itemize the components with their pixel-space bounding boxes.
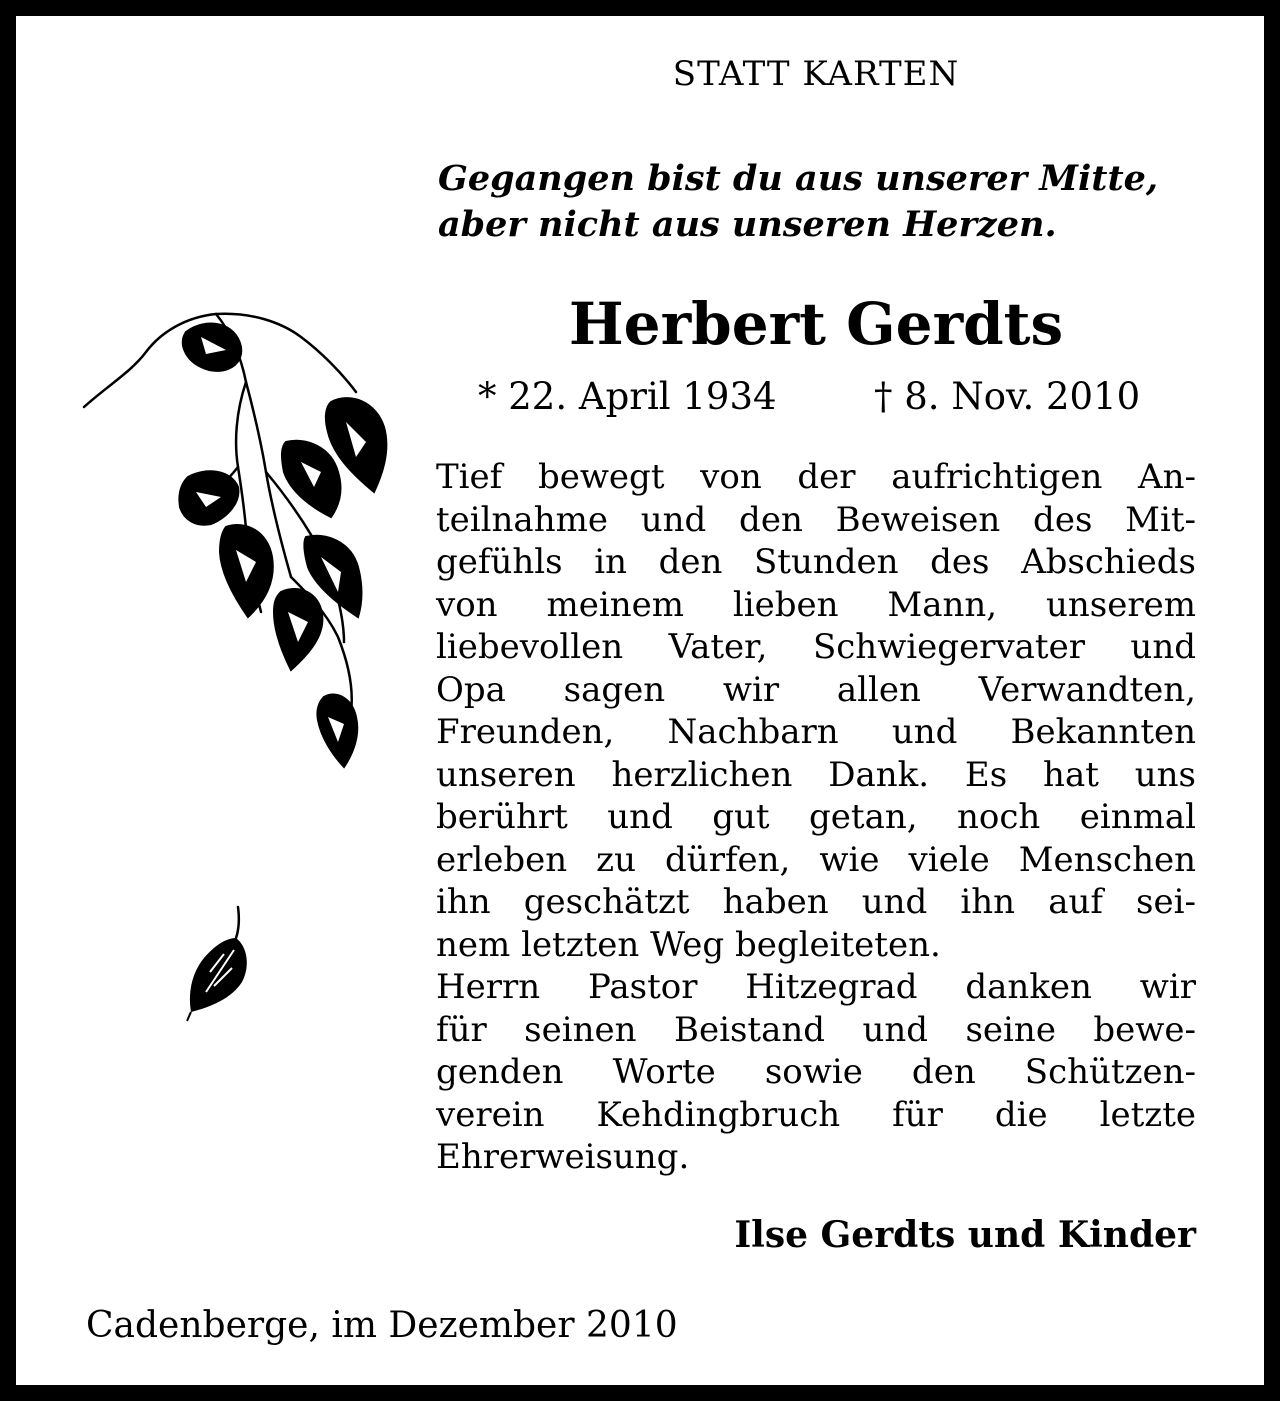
text-line: unseren herzlichen Dank. Es hat uns bbox=[436, 754, 1196, 795]
text-line: Opa sagen wir allen Verwandten, bbox=[436, 669, 1196, 710]
text-line: Tief bewegt von der aufrichtigen An- bbox=[436, 457, 1196, 497]
text-line: teilnahme und den Beweisen des Mit- bbox=[436, 499, 1196, 540]
deceased-name: Herbert Gerdts bbox=[568, 290, 1064, 358]
text-line: erleben zu dürfen, wie viele Menschen bbox=[436, 839, 1196, 880]
thank-you-text bbox=[436, 456, 1196, 1179]
motto-line: Gegangen bist du aus unserer Mitte, bbox=[438, 158, 1159, 199]
motto bbox=[438, 156, 1218, 248]
text-line: liebevollen Vater, Schwiegervater und bbox=[436, 627, 1196, 667]
place-date: Cadenberge, im Dezember 2010 bbox=[86, 1305, 678, 1346]
text-line: Ehrerweisung. bbox=[436, 1137, 690, 1177]
text-line: Herrn Pastor Hitzegrad danken wir bbox=[436, 967, 1196, 1007]
birth-date: * 22. April 1934 bbox=[478, 375, 777, 418]
falling-leaf-icon bbox=[176, 902, 256, 1022]
notice-header: STATT KARTEN bbox=[672, 54, 960, 94]
text-line: von meinem lieben Mann, unserem bbox=[436, 584, 1196, 625]
leaf-branch-icon bbox=[76, 292, 406, 772]
death-date: † 8. Nov. 2010 bbox=[874, 375, 1141, 418]
text-line: berührt und gut getan, noch einmal bbox=[436, 797, 1196, 837]
text-line: verein Kehdingbruch für die letzte bbox=[436, 1094, 1196, 1135]
text-line: für seinen Beistand und seine bewe- bbox=[436, 1009, 1196, 1050]
obituary-notice bbox=[16, 16, 1264, 1385]
text-line: Freunden, Nachbarn und Bekannten bbox=[436, 712, 1196, 752]
text-line: ihn geschätzt haben und ihn auf sei- bbox=[436, 882, 1196, 922]
signature: Ilse Gerdts und Kinder bbox=[734, 1214, 1196, 1256]
text-line: genden Worte sowie den Schützen- bbox=[436, 1052, 1196, 1092]
text-line: nem letzten Weg begleiteten. bbox=[436, 924, 941, 965]
motto-line: aber nicht aus unseren Herzen. bbox=[438, 204, 1057, 245]
text-line: gefühls in den Stunden des Abschieds bbox=[436, 542, 1196, 582]
